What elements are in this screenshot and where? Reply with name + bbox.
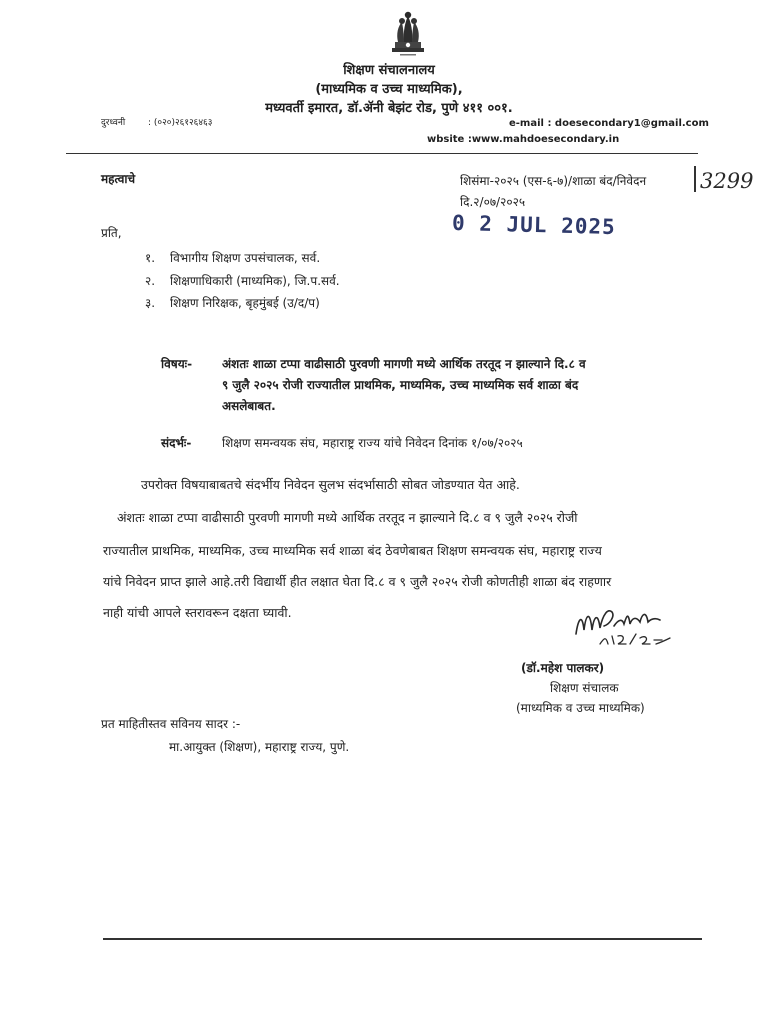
importance-label: महत्वाचे [101, 172, 136, 186]
government-emblem [382, 10, 434, 58]
signer-department: (माध्यमिक व उच्च माध्यमिक) [516, 701, 645, 715]
recipient-number: ३. [145, 296, 156, 310]
header-divider [66, 153, 698, 154]
body-paragraph-line: उपरोक्त विषयाबाबतचे संदर्भीय निवेदन सुलभ संदर्भासाठी सोबत जोडण्यात येत आहे. [141, 477, 520, 492]
subject-label: विषयः- [161, 357, 193, 371]
recipients-label: प्रति, [101, 226, 122, 240]
phone-label: दुरध्वनी [101, 118, 126, 128]
subject-line: असलेबाबत. [222, 399, 276, 413]
recipient-item: शिक्षणाधिकारी (माध्यमिक), जि.प.सर्व. [170, 274, 340, 288]
footer-divider [103, 938, 702, 940]
office-address: मध्यवर्ती इमारत, डॉ.ॲनी बेझंट रोड, पुणे ४११ ००१. [265, 101, 513, 116]
recipient-item: शिक्षण निरिक्षक, बृहमुंबई (उ/द/प) [170, 296, 320, 310]
date-stamp: 0 2 JUL 2025 [451, 210, 617, 240]
reference-date: दि.२/०७/२०२५ [460, 195, 526, 209]
handwritten-reference-number: 3299 [700, 169, 754, 193]
body-paragraph-line: नाही यांची आपले स्तरावरून दक्षता घ्यावी. [103, 605, 292, 620]
recipient-item: विभागीय शिक्षण उपसंचालक, सर्व. [170, 251, 321, 265]
subject-line: ९ जुलै २०२५ रोजी राज्यातील प्राथमिक, माध्यमिक, उच्च माध्यमिक सर्व शाळा बंद [222, 378, 579, 392]
office-subtitle: (माध्यमिक व उच्च माध्यमिक), [315, 82, 463, 97]
recipient-number: १. [145, 251, 156, 265]
email-address: e-mail : doesecondary1@gmail.com [509, 118, 709, 129]
reference-label: संदर्भः- [161, 436, 192, 450]
office-name: शिक्षण संचालनालय [343, 63, 435, 78]
recipient-number: २. [145, 274, 156, 288]
body-paragraph-line: यांचे निवेदन प्राप्त झाले आहे.तरी विद्यार्थी हीत लक्षात घेता दि.८ व ९ जुलै २०२५ रोजी कोणतीही शाळा बंद राहणार [103, 574, 612, 589]
website-address: wbsite :www.mahdoesecondary.in [427, 134, 620, 145]
signer-title: शिक्षण संचालक [550, 681, 619, 695]
handwritten-signature [570, 600, 690, 650]
signer-name: (डॉ.महेश पालकर) [521, 661, 605, 675]
copy-recipient: मा.आयुक्त (शिक्षण), महाराष्ट्र राज्य, पुणे. [169, 740, 350, 754]
phone-number: : (०२०)२६१२६४६३ [148, 118, 213, 128]
subject-line: अंशतः शाळा टप्पा वाढीसाठी पुरवणी मागणी मध्ये आर्थिक तरतूद न झाल्याने दि.८ व [222, 357, 586, 371]
reference-text: शिक्षण समन्वयक संघ, महाराष्ट्र राज्य यांचे निवेदन दिनांक १/०७/२०२५ [222, 436, 523, 450]
body-paragraph-line: अंशतः शाळा टप्पा वाढीसाठी पुरवणी मागणी मध्ये आर्थिक तरतूद न झाल्याने दि.८ व ९ जुलै २०२५ रोजी [117, 510, 578, 525]
copy-label: प्रत माहितीस्तव सविनय सादर :- [101, 717, 241, 731]
reference-number: शिसंमा-२०२५ (एस-६-७)/शाळा बंद/निवेदन [460, 174, 647, 188]
body-paragraph-line: राज्यातील प्राथमिक, माध्यमिक, उच्च माध्यमिक सर्व शाळा बंद ठेवणेबाबत शिक्षण समन्वयक संघ, महाराष्ट्र राज्य [103, 543, 602, 558]
reference-separator [694, 166, 696, 192]
